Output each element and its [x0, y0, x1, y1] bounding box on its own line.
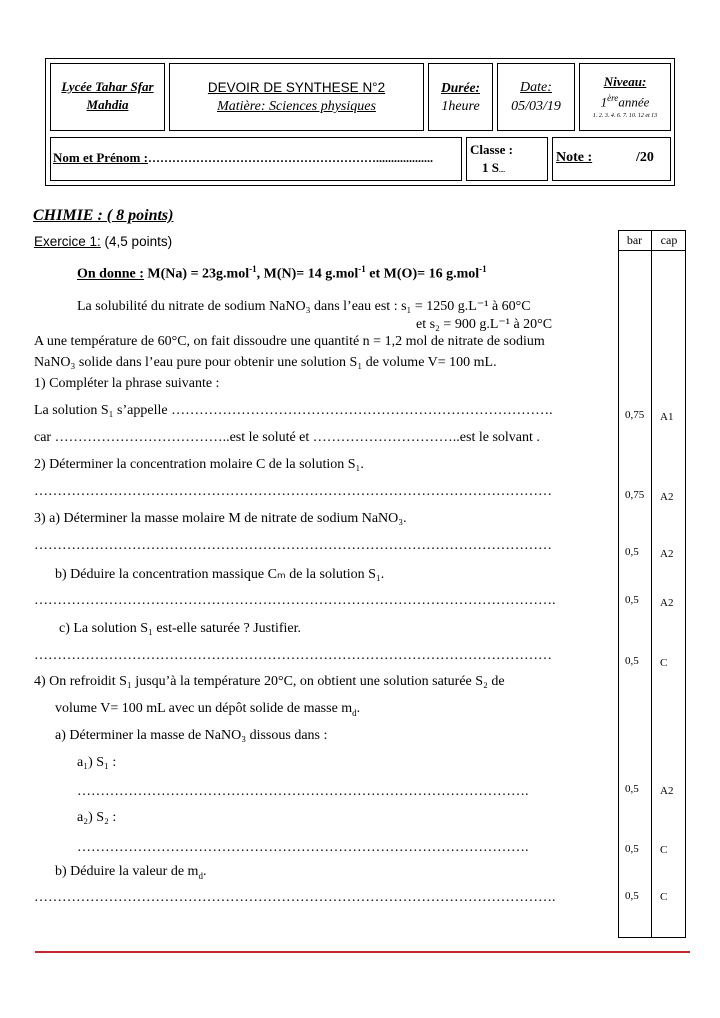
- mark-bar-q3a: 0,5: [625, 546, 639, 558]
- mark-bar-q1: 0,75: [625, 409, 645, 421]
- cap-header: cap: [660, 233, 678, 247]
- given-exp3: -1: [479, 264, 487, 274]
- question-3b: b) Déduire la concentration massique Cₘ de la solution S₁.: [55, 567, 385, 582]
- q4a1-answer-line[interactable]: …………………………………………………………………………………….: [77, 784, 529, 799]
- question-4a2: a₂) S₂ :: [77, 810, 117, 825]
- given-n: , M(N)= 14 g.mol: [256, 266, 359, 282]
- section-title: CHIMIE : ( 8 points): [33, 207, 174, 224]
- class-label: Classe :: [470, 142, 513, 157]
- mark-bar-q3b: 0,5: [625, 594, 639, 606]
- mark-cap-q3a: A2: [660, 548, 674, 560]
- q4b-answer-line[interactable]: ………………………………………………………………………………………………….: [34, 890, 556, 905]
- marks-table-header-rule: [618, 250, 686, 251]
- date-cell: [497, 63, 575, 131]
- mark-bar-q2: 0,75: [625, 489, 645, 501]
- given-exp1: -1: [249, 264, 257, 274]
- question-4a1: a₁) S₁ :: [77, 755, 117, 770]
- mark-bar-q4a2: 0,5: [625, 843, 639, 855]
- marks-table-divider: [651, 230, 652, 938]
- q1-answer-line-2[interactable]: car ………………………………..est le soluté et …………………………..est le solvant .: [34, 430, 540, 445]
- note-value: /20: [636, 150, 654, 165]
- mark-cap-q4a1: A2: [660, 785, 674, 797]
- q4a2-answer-line[interactable]: …………………………………………………………………………………….: [77, 840, 529, 855]
- date-value: 05/03/19: [511, 99, 561, 114]
- mark-cap-q3b: A2: [660, 597, 674, 609]
- class-value-text: 1 S: [482, 160, 499, 175]
- level-number: 1: [600, 94, 608, 110]
- question-4-line-1: 4) On refroidit S₁ jusqu’à la température 20°C, on obtient une solution saturée S₂ de: [34, 674, 505, 689]
- q4b-sub: d: [198, 870, 203, 881]
- mark-bar-q4a1: 0,5: [625, 783, 639, 795]
- exercise-heading: [34, 234, 172, 249]
- bar-header: bar: [626, 233, 643, 247]
- date-label: Date:: [520, 80, 552, 95]
- mark-cap-q4a2: C: [660, 844, 668, 856]
- given-label: On donne :: [77, 266, 144, 282]
- q4-line2-text: volume V= 100 mL avec un dépôt solide de masse m: [55, 701, 353, 716]
- question-4b: [55, 864, 206, 881]
- name-label: [53, 150, 433, 166]
- class-dots: ....: [498, 168, 505, 174]
- q3c-answer-line[interactable]: …………………………………………………………………………………………………: [34, 648, 552, 663]
- q3b-answer-line[interactable]: ………………………………………………………………………………………………….: [34, 593, 556, 608]
- exercise-label: Exercice 1:: [34, 234, 101, 249]
- title-cell: [169, 63, 424, 131]
- question-4-line-2: [55, 701, 360, 718]
- duration-cell: [428, 63, 493, 131]
- mark-cap-q1: A1: [660, 411, 674, 423]
- intro-line-3: A une température de 60°C, on fait dissoudre une quantité n = 1,2 mol de nitrate de sodium: [34, 334, 545, 349]
- note-label: Note :: [556, 150, 593, 165]
- mark-cap-q3c: C: [660, 657, 668, 669]
- mark-bar-q4b: 0,5: [625, 890, 639, 902]
- school-name: Lycée Tahar Sfar: [61, 79, 154, 94]
- q2-answer-line[interactable]: …………………………………………………………………………………………………: [34, 484, 552, 499]
- exam-title: DEVOIR DE SYNTHESE N°2: [207, 80, 386, 95]
- mark-bar-q3c: 0,5: [625, 655, 639, 667]
- intro-line-2: et s₂ = 900 g.L⁻¹ à 20°C: [416, 317, 553, 332]
- intro-line-1: La solubilité du nitrate de sodium NaNO₃ dans l’eau est : s₁ = 1250 g.L⁻¹ à 60°C: [77, 299, 531, 314]
- question-4a: a) Déterminer la masse de NaNO₃ dissous dans :: [55, 728, 328, 743]
- q4-line2-sub: d: [352, 707, 357, 718]
- marks-table: [618, 230, 686, 938]
- given-o: et M(O)= 16 g.mol: [365, 266, 480, 282]
- q4b-end: .: [202, 864, 207, 879]
- mark-cap-q4b: C: [660, 891, 668, 903]
- q3a-answer-line[interactable]: …………………………………………………………………………………………………: [34, 538, 552, 553]
- class-value: [482, 160, 505, 176]
- level-text: année: [618, 94, 650, 110]
- name-dots[interactable]: …………………………………………………...................: [147, 151, 433, 165]
- name-label-text: Nom et Prénom :: [53, 150, 148, 165]
- question-3c: c) La solution S₁ est-elle saturée ? Justifier.: [59, 621, 302, 636]
- q1-answer-line-1[interactable]: La solution S₁ s’appelle ……………………………………………………………………….: [34, 403, 553, 418]
- exercise-points: (4,5 points): [104, 234, 173, 249]
- footer-rule: [35, 951, 690, 953]
- level-value: [579, 93, 671, 110]
- given-data: [77, 264, 487, 283]
- level-classes: 1. 2. 3. 4. 6. 7. 10. 12 et 13: [592, 113, 658, 119]
- duration-value: 1heure: [441, 99, 480, 114]
- question-3a: 3) a) Déterminer la masse molaire M de nitrate de sodium NaNO₃.: [34, 511, 407, 526]
- intro-line-4: NaNO₃ solide dans l’eau pure pour obtenir une solution S₁ de volume V= 100 mL.: [34, 355, 497, 370]
- q4-line2-end: .: [356, 701, 361, 716]
- level-label: Niveau:: [603, 74, 647, 89]
- given-na: M(Na) = 23g.mol: [147, 266, 250, 282]
- subject: Matière: Sciences physiques: [217, 99, 376, 114]
- mark-cap-q2: A2: [660, 491, 674, 503]
- duration-label: Durée:: [441, 80, 480, 95]
- question-1: 1) Compléter la phrase suivante :: [34, 376, 220, 391]
- school-city: Mahdia: [86, 97, 129, 112]
- q4b-text: b) Déduire la valeur de m: [55, 864, 199, 879]
- level-sup: ère: [607, 93, 619, 103]
- question-2: 2) Déterminer la concentration molaire C de la solution S₁.: [34, 457, 364, 472]
- given-exp2: -1: [358, 264, 366, 274]
